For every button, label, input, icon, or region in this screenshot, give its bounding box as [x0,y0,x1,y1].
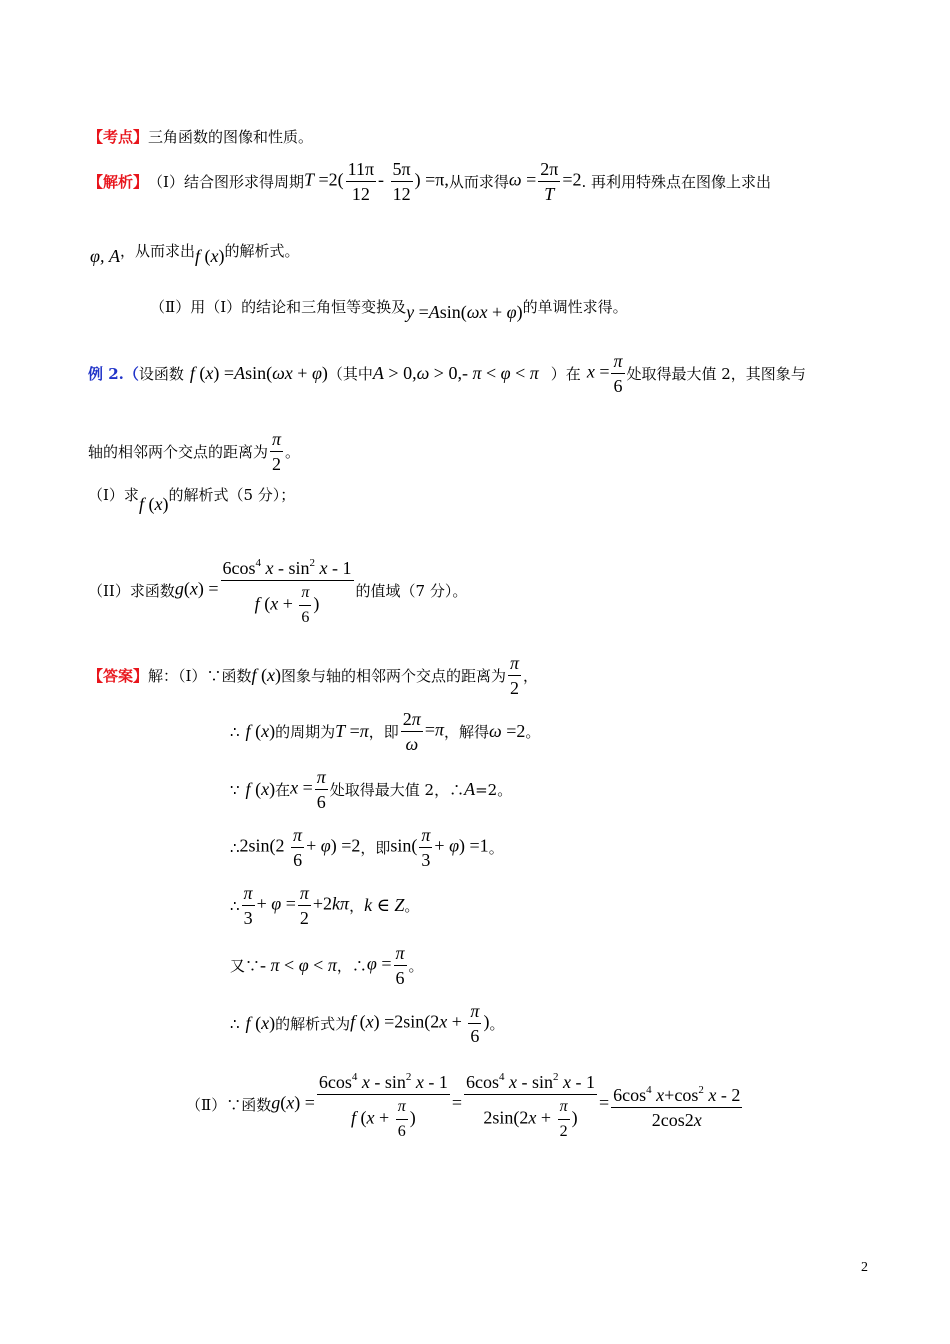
answer-l4-b: ，即 [360,839,391,857]
answer-l5-k: k ∈ Z [364,895,405,915]
answer-period: T =π [335,721,369,741]
answer-line-5 [230,882,419,929]
period-formula: T =2( $\frac{11\pi}{12}$ - $\frac{5\pi}{12}$ ) =π, [303,159,449,204]
answer-fx: f (x) [251,665,281,685]
answer-omega: ω =2 [489,721,526,741]
question-2 [88,552,467,629]
jiexi-line-1 [88,158,771,205]
vars-phi-a: φ, A [90,246,120,266]
q1-fx: f (x) [138,494,169,514]
answer-l3-x: x = $\frac{\pi}{6}$ [290,767,326,812]
answer-l2-b: 的周期为 [275,723,336,741]
answer-l6-phi: φ = $\frac{\pi}{6}$ [366,943,405,988]
fx-expression: f (x) [194,246,225,266]
answer-l7-result: f (x) =2sin(2x + $\frac{\pi}{6}$ ) [350,1001,490,1046]
answer-l7-c: 。 [489,1015,505,1033]
answer-l4-a: ∴ [230,838,240,857]
answer-intro: 解：（Ⅰ）∵函数 [148,667,252,685]
answer-label: 【答案】 [88,667,149,685]
answer-line-1 [88,652,538,699]
answer-l5-eq: $\frac{\pi}{3}$ + φ = $\frac{\pi}{2}$ +2kπ [243,883,350,928]
answer-distance: $\frac{\pi}{2}$ [509,653,520,698]
answer-l4-eq2: sin( $\frac{\pi}{3}$ + φ) =1 [390,825,489,870]
kaodian-label: 【考点】 [88,128,149,146]
q1-prefix: （I）求 [88,486,139,504]
answer-l2-e: 。 [525,723,541,741]
answer-l7-a: ∴ [230,1014,240,1033]
answer-line-7 [230,1000,504,1047]
answer-p2-chain: g(x) = $6\cos^4$ x - $\sin^2 x - 1$ f (x + $\frac{\pi}{6}$ ) = $6\cos^4$ x - $\sin^2 x - 1$ 2sin(2x + $\frac{\pi}{2}$ ) = $\frac{6\cos^4 x+\cos^2 x - 2}{2\cos 2x}$ [271,1066,744,1143]
example-line2-end: 。 [285,443,301,461]
answer-line-4 [230,824,504,871]
jiexi-label: 【解析】 [88,173,149,191]
answer-l2-fx: f (x) [245,721,276,741]
question-1 [88,484,296,514]
q2-function: g(x) = $6\cos^4$ x - $\sin^2 x - 1$ f (x + $\frac{\pi}{6}$ ) [175,552,356,629]
jiexi-part2-line [150,296,628,322]
answer-l3-b: 在 [275,781,291,799]
answer-l3-fx: f (x) [245,779,276,799]
answer-l4-eq1: 2sin(2 $\frac{\pi}{6}$ + φ) =2 [239,825,361,870]
answer-l7-b: 的解析式为 [275,1015,351,1033]
answer-l3-a-var: A [464,779,476,799]
jiexi-part2-suffix: 的单调性求得。 [522,298,628,316]
answer-l5-b: ， [349,897,365,915]
answer-line-2 [230,708,540,755]
jiexi-part1-mid: 从而求得 [448,173,509,191]
answer-l1-suffix: 图象与轴的相邻两个交点的距离为 [280,667,506,685]
answer-l5-c: 。 [404,897,420,915]
answer-period-eq: $\frac{2\pi}{\omega}$ =π [402,709,445,754]
answer-l6-b: ，∴ [336,957,367,975]
example-function: f (x) =Asin(ωx + φ) [189,363,328,383]
q2-prefix: （II）求函数 [88,582,175,600]
example-cond-prefix: （其中 [327,365,373,383]
example-label: 例 2.（ [88,365,139,383]
answer-p2-prefix: （Ⅱ）∵函数 [186,1096,272,1114]
answer-l2-a: ∴ [230,722,240,741]
answer-l6-c: 。 [408,957,424,975]
example-intro: 设函数 [138,365,184,383]
jiexi-line2-suffix: 的解析式。 [224,242,300,260]
answer-l6-range: - π < φ < π [260,955,337,975]
q1-suffix: 的解析式（5 分）； [168,486,296,504]
example-line-1 [88,350,806,397]
jiexi-part1-prefix: （Ⅰ）结合图形求得周期 [148,173,304,191]
answer-l3-c: 处取得最大值 2，∴ [329,781,465,799]
answer-l2-d: ，解得 [444,723,490,741]
example-x-value: x = $\frac{\pi}{6}$ [586,351,623,396]
q2-suffix: 的值域（7 分）。 [355,582,468,600]
answer-l7-fx: f (x) [245,1013,276,1033]
answer-line-6 [230,942,424,989]
omega-formula: ω = $\frac{2\pi}{T}$ =2 [508,159,582,204]
example-conditions: A > 0,ω > 0,- π < φ < π [372,363,539,383]
example-line-2 [88,428,300,475]
example-at-suffix: 处取得最大值 2，其图象与 [626,365,806,383]
answer-l4-c: 。 [488,839,504,857]
answer-l6-a: 又∵ [230,957,261,975]
answer-l3-a: ∵ [230,780,240,799]
answer-l2-c: ，即 [368,723,399,741]
kaodian-text: 三角函数的图像和性质。 [148,128,314,146]
sine-model-formula: y =Asin(ωx + φ) [406,302,523,322]
jiexi-line2-mid: ，从而求出 [119,242,195,260]
kaodian-line [88,126,313,147]
jiexi-part2-prefix: （Ⅱ）用（Ⅰ）的结论和三角恒等变换及 [150,298,407,316]
example-cond-suffix: ）在 [550,365,581,383]
answer-l3-d: =2。 [475,781,513,799]
example-line2-text: 轴的相邻两个交点的距离为 [88,443,269,461]
answer-part-2 [186,1066,744,1143]
answer-line-3 [230,766,512,813]
answer-l5-a: ∴ [230,896,240,915]
page-number: 2 [861,1260,868,1275]
jiexi-line-2 [90,240,300,266]
example-distance: $\frac{\pi}{2}$ [272,429,282,474]
jiexi-part1-suffix: . 再利用特殊点在图像上求出 [581,173,772,191]
answer-l1-end: ， [523,667,539,685]
